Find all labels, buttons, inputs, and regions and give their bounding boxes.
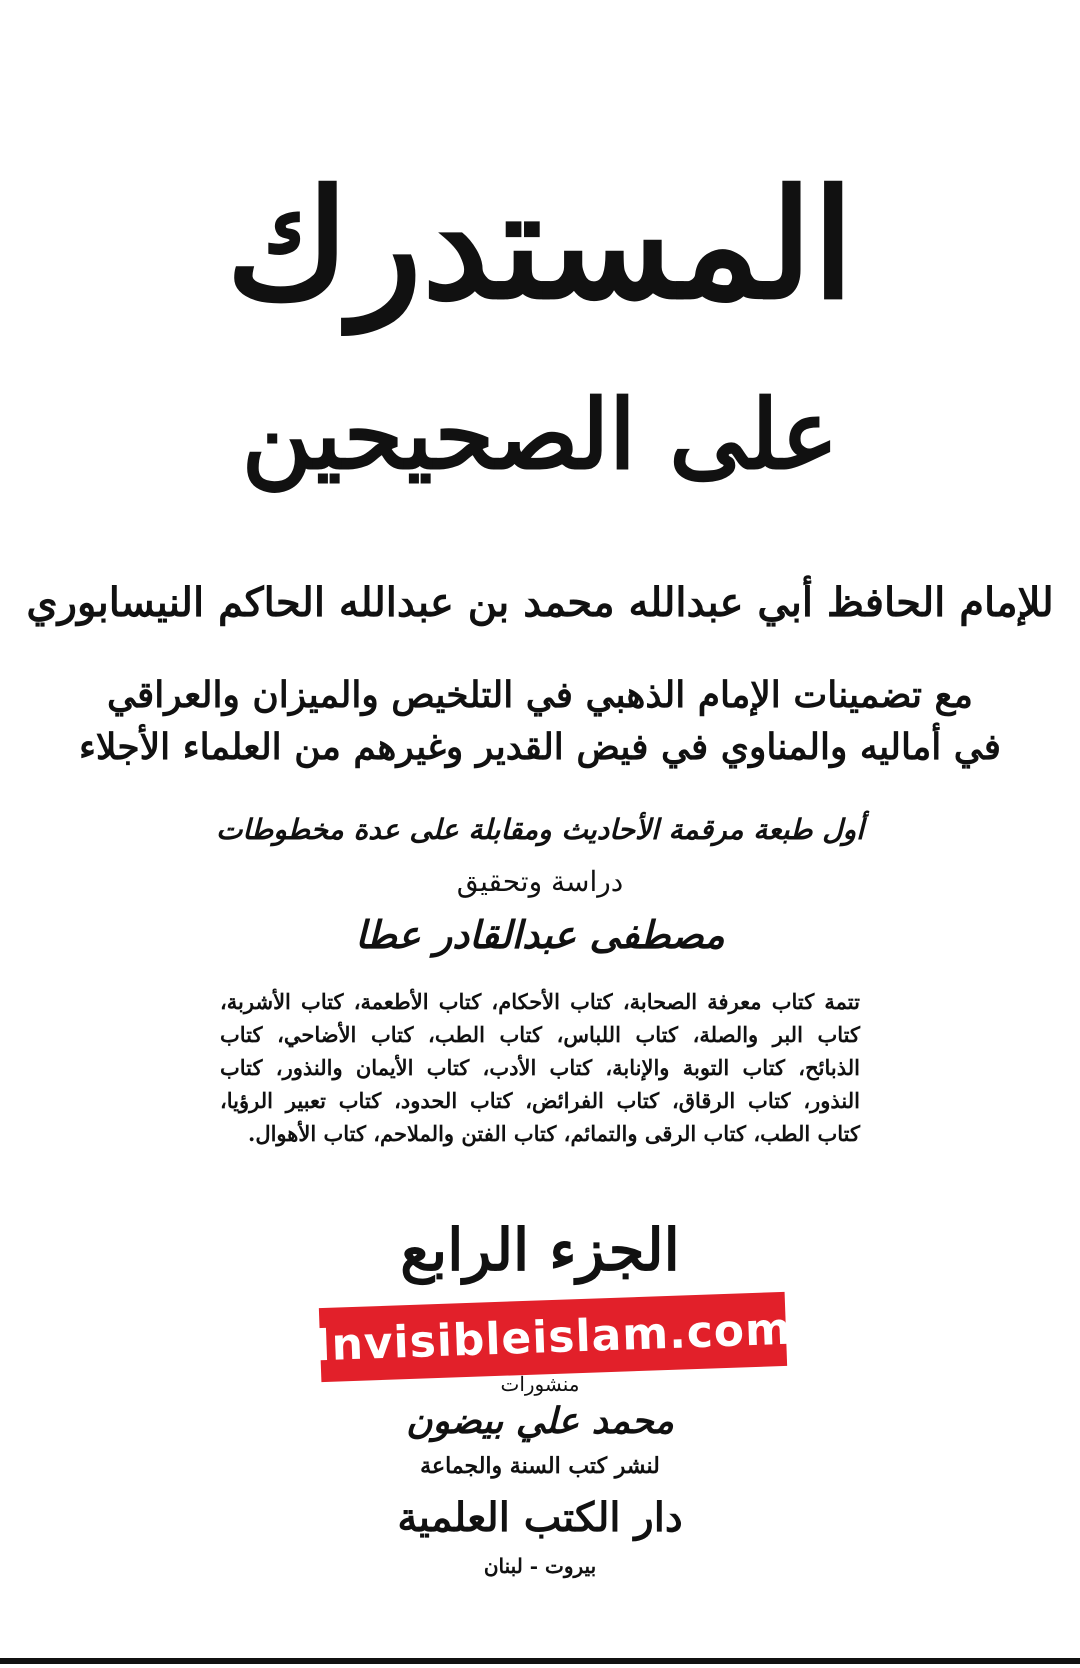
watermark-banner <box>313 1292 793 1382</box>
book-subtitle: على الصحيحين <box>241 378 839 491</box>
notes-line-2: في أماليه والمناوي في فيض القدير وغيرهم من العلماء الأجلاء <box>78 726 1002 768</box>
publisher-mission: لنشر كتب السنة والجماعة <box>420 1453 660 1479</box>
author-line: للإمام الحافظ أبي عبدالله محمد بن عبدالله الحاكم النيسابوري <box>26 579 1054 626</box>
volume-number: الجزء الرابع <box>400 1216 680 1284</box>
volume-contents: تتمة كتاب معرفة الصحابة، كتاب الأحكام، كتاب الأطعمة، كتاب الأشربة، كتاب البر والصلة، كتاب اللباس، كتاب الطب، كتاب الأضاحي، كتاب الذبائح، كتاب التوبة والإنابة، كتاب الأدب، كتاب الأيمان والنذور، كتاب النذور، كتاب الرقاق، كتاب الفرائض، كتاب الحدود، كتاب تعبير الرؤيا، كتاب الطب، كتاب الرقى والتمائم، كتاب الفتن والملاحم، كتاب الأهوال. <box>220 989 860 1146</box>
editor-name: مصطفى عبدالقادر عطا <box>355 912 725 957</box>
notes-line-1: مع تضمينات الإمام الذهبي في التلخيص والميزان والعراقي <box>107 674 973 716</box>
watermark-text: Invisibleislam.com <box>313 1303 793 1371</box>
publisher-name: محمد علي بيضون <box>406 1400 674 1442</box>
book-title: المستدرك <box>226 157 854 333</box>
publisher-city: بيروت - لبنان <box>483 1554 597 1578</box>
study-label: دراسة وتحقيق <box>456 865 624 898</box>
edition-line: أول طبعة مرقمة الأحاديث ومقابلة على عدة مخطوطات <box>216 813 864 846</box>
publishing-house: دار الكتب العلمية <box>397 1494 683 1541</box>
publisher-label: منشورات <box>500 1372 580 1396</box>
bottom-rule <box>0 1658 1080 1664</box>
